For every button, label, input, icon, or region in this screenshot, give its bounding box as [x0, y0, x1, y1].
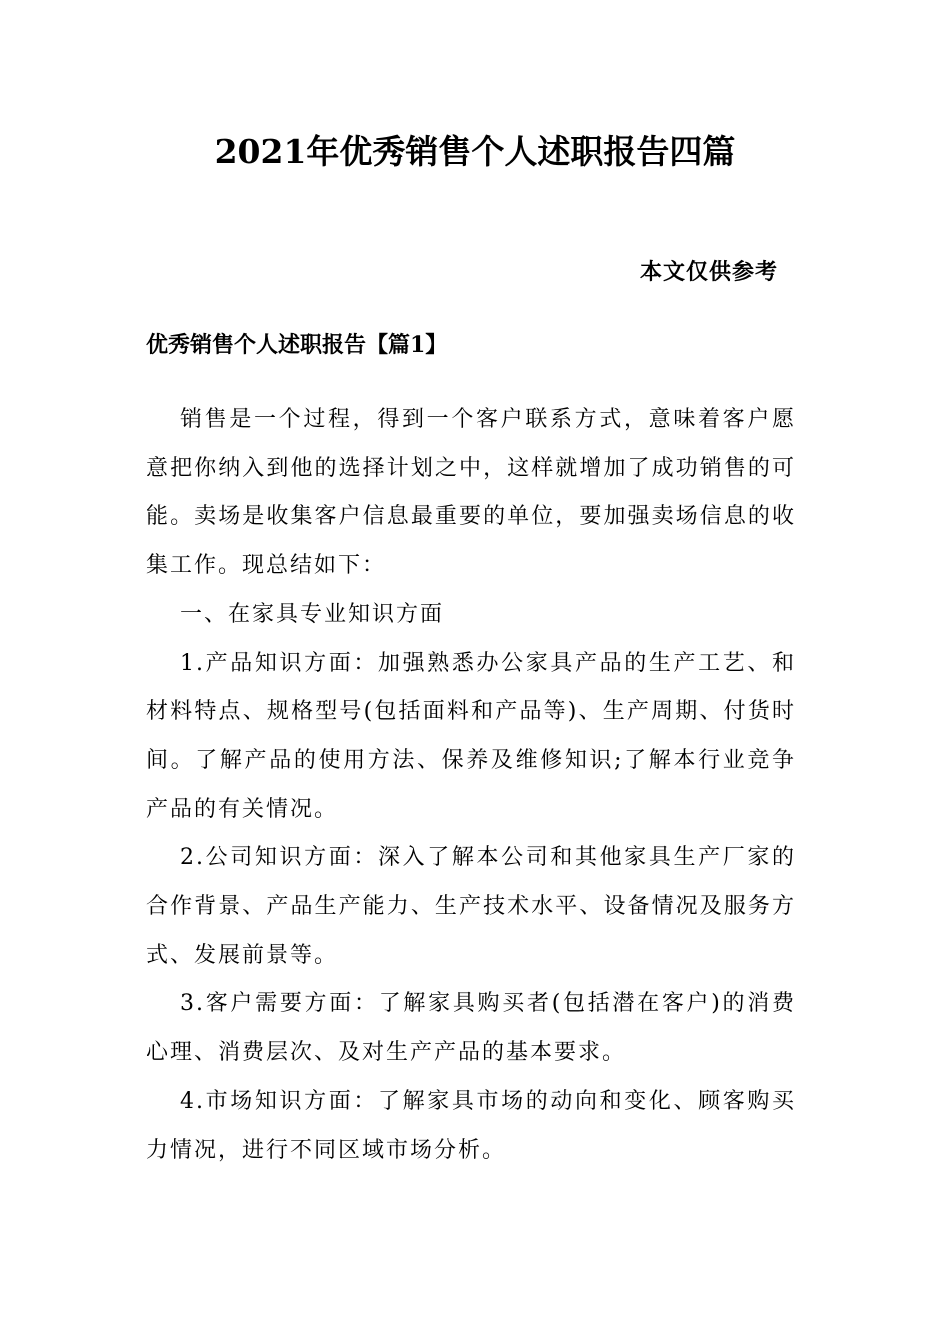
paragraph-product-knowledge: 1.产品知识方面：加强熟悉办公家具产品的生产工艺、和材料特点、规格型号(包括面料和产品等)、生产周期、付货时间。了解产品的使用方法、保养及维修知识;了解本行业竞争产品的有关情况。: [146, 650, 796, 822]
paragraph-intro: 销售是一个过程，得到一个客户联系方式，意味着客户愿意把你纳入到他的选择计划之中，这样就增加了成功销售的可能。卖场是收集客户信息最重要的单位，要加强卖场信息的收集工作。现总结如下：: [146, 407, 796, 579]
paragraph-heading-1: 一、在家具专业知识方面: [180, 601, 445, 627]
paragraph-market-knowledge: 4.市场知识方面：了解家具市场的动向和变化、顾客购买力情况，进行不同区域市场分析。: [146, 1088, 796, 1163]
paragraph-company-knowledge: 2.公司知识方面：深入了解本公司和其他家具生产厂家的合作背景、产品生产能力、生产技术水平、设备情况及服务方式、发展前景等。: [146, 845, 796, 968]
document-title: 2021年优秀销售个人述职报告四篇: [214, 132, 736, 171]
reference-note: 本文仅供参考: [639, 259, 778, 285]
section-heading: 优秀销售个人述职报告【篇1】: [146, 332, 448, 358]
document-body: [146, 396, 796, 1175]
paragraph-customer-needs: 3.客户需要方面：了解家具购买者(包括潜在客户)的消费心理、消费层次、及对生产产品的基本要求。: [146, 991, 796, 1066]
